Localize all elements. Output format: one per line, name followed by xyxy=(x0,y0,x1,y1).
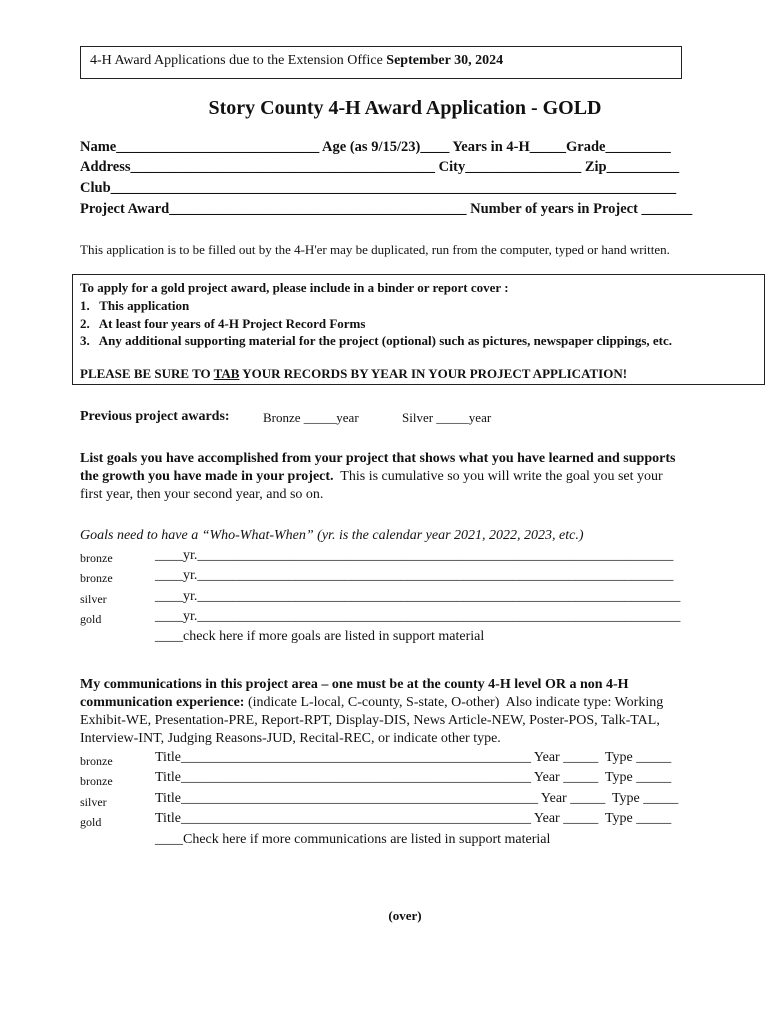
comm-level-label: bronze xyxy=(80,774,113,788)
over-footer: (over) xyxy=(388,908,422,923)
due-date: September 30, 2024 xyxy=(386,53,504,68)
goal-line-field[interactable]: ____yr.____________________________________________________________________ xyxy=(155,568,674,583)
name-age-line[interactable]: Name____________________________ Age (as 9/15/23)____ Years in 4-H_____Grade_________ xyxy=(80,139,671,155)
more-comms-check[interactable]: ____Check here if more communications are listed in support material xyxy=(155,832,551,847)
comm-line-field[interactable]: Title___________________________________________________ Year _____ Type _____ xyxy=(155,791,679,806)
page-title: Story County 4-H Award Application - GOLD xyxy=(208,97,602,119)
apply-item-2: 2. At least four years of 4-H Project Record Forms xyxy=(80,316,366,331)
goal-level-label: bronze xyxy=(80,571,113,585)
club-line[interactable]: Club______________________________________________________________________________ xyxy=(80,180,677,196)
goals-heading-line-2 xyxy=(80,469,663,485)
comm-heading-line-4: Interview-INT, Judging Reasons-JUD, Recital-REC, or indicate other type. xyxy=(80,731,501,746)
due-prefix: 4-H Award Applications due to the Extension Office xyxy=(90,53,387,68)
comm-heading-line-1: My communications in this project area – one must be at the county 4-H level OR a non 4-H xyxy=(80,677,629,692)
address-line[interactable]: Address__________________________________________ City________________ Zip__________ xyxy=(80,159,680,175)
comm-heading-line-2 xyxy=(80,695,663,711)
project-award-line[interactable]: Project Award_________________________________________ Number of years in Project _______ xyxy=(80,201,693,217)
goal-level-label: bronze xyxy=(80,551,113,565)
comm-heading-rest: (indicate L-local, C-county, S-state, O-other) Also indicate type: Working xyxy=(244,695,664,710)
tab-reminder xyxy=(80,366,627,382)
comm-line-field[interactable]: Title__________________________________________________ Year _____ Type _____ xyxy=(155,811,672,826)
goals-heading-bold: the growth you have made in your project. xyxy=(80,469,334,484)
due-date-notice xyxy=(90,53,503,69)
apply-intro: To apply for a gold project award, please include in a binder or report cover : xyxy=(80,280,509,295)
previous-silver-field[interactable]: Silver _____year xyxy=(402,410,492,425)
previous-bronze-field[interactable]: Bronze _____year xyxy=(263,410,359,425)
goal-level-label: gold xyxy=(80,612,102,626)
previous-awards-label: Previous project awards: xyxy=(80,409,230,424)
tab-reminder-pre: PLEASE BE SURE TO xyxy=(80,366,214,381)
apply-item-1: 1. This application xyxy=(80,298,190,313)
goal-line-field[interactable]: ____yr._____________________________________________________________________ xyxy=(155,589,681,604)
apply-item-3: 3. Any additional supporting material for the project (optional) such as pictures, newspaper clippings, etc. xyxy=(80,333,673,348)
more-goals-check[interactable]: ____check here if more goals are listed in support material xyxy=(155,629,485,644)
comm-line-field[interactable]: Title__________________________________________________ Year _____ Type _____ xyxy=(155,770,672,785)
goals-heading-line-1: List goals you have accomplished from your project that shows what you have learned and supports xyxy=(80,451,676,466)
comm-level-label: gold xyxy=(80,815,102,829)
goals-heading-rest: This is cumulative so you will write the goal you set your xyxy=(333,469,663,484)
comm-level-label: silver xyxy=(80,795,107,809)
comm-heading-bold: communication experience: xyxy=(80,695,245,710)
instructions-note: This application is to be filled out by the 4-H'er may be duplicated, run from the computer, typed or hand written. xyxy=(80,242,670,257)
comm-heading-line-3: Exhibit-WE, Presentation-PRE, Report-RPT, Display-DIS, News Article-NEW, Poster-POS, Talk-TAL, xyxy=(80,713,660,728)
goal-level-label: silver xyxy=(80,592,107,606)
goals-guide: Goals need to have a “Who-What-When” (yr. is the calendar year 2021, 2022, 2023, etc.) xyxy=(80,528,584,543)
tab-reminder-post: YOUR RECORDS BY YEAR IN YOUR PROJECT APPLICATION! xyxy=(239,366,628,381)
tab-reminder-tab: TAB xyxy=(213,366,240,381)
comm-line-field[interactable]: Title__________________________________________________ Year _____ Type _____ xyxy=(155,750,672,765)
goal-line-field[interactable]: ____yr._____________________________________________________________________ xyxy=(155,609,681,624)
goals-heading-line-3: first year, then your second year, and so on. xyxy=(80,487,324,502)
goal-line-field[interactable]: ____yr.____________________________________________________________________ xyxy=(155,548,674,563)
comm-level-label: bronze xyxy=(80,754,113,768)
